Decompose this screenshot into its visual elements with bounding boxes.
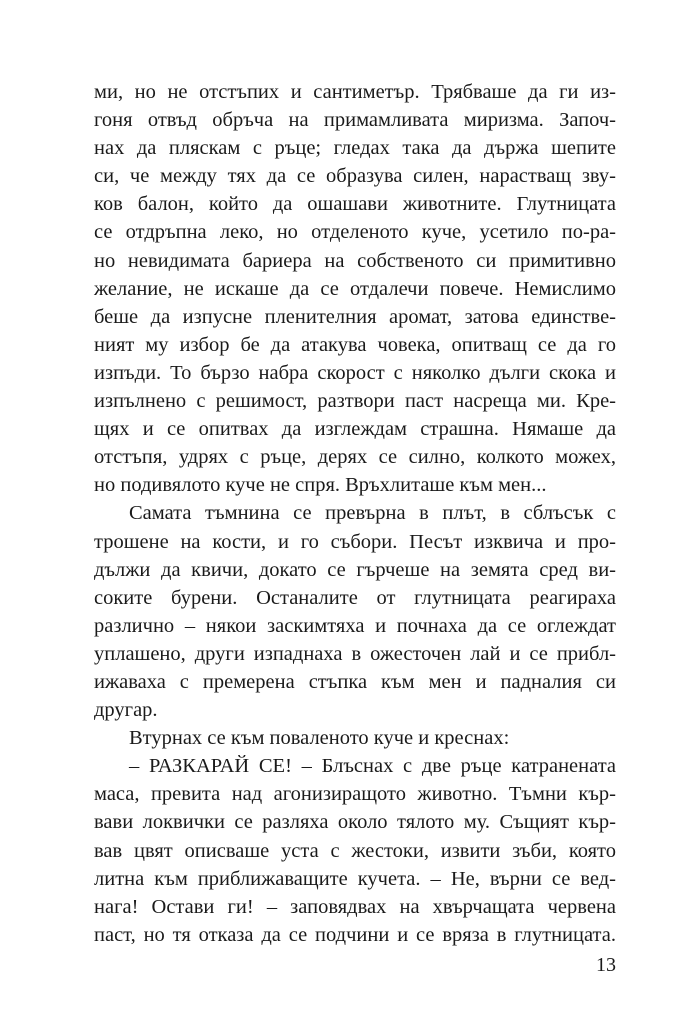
text-line: ижаваха с премерена стъпка към мен и падналия си — [94, 670, 616, 693]
text-line: беше да изпусне пленителния аромат, затова единстве- — [94, 305, 616, 328]
text-line: Втурнах се към поваленото куче и креснах: — [129, 727, 510, 750]
paragraph — [94, 752, 616, 949]
text-line: ми, но не отстъпих и сантиметър. Трябваше да ги из- — [94, 81, 616, 103]
text-line: различно – някои заскимтяха и почнаха да се оглеждат — [94, 614, 616, 637]
text-line: уплашено, други изпаднаха в ожесточен лай и се прибл- — [94, 642, 616, 665]
text-line: вави локвички се разляха около тялото му. Същият кър- — [94, 811, 616, 834]
paragraph — [94, 724, 616, 752]
text-line: щях и се опитвах да изглеждам страшна. Нямаше да — [94, 418, 616, 441]
text-line: желание, не искаше да се отдалечи повече. Немислимо — [94, 277, 616, 300]
text-line: нага! Остави ги! – заповядвах на хвърчащата червена — [94, 895, 616, 918]
text-line: литна към приближаващите кучета. – Не, върни се вед- — [94, 867, 616, 890]
page-number: 13 — [596, 954, 616, 976]
text-line: маса, превита над агонизиращото животно. Тъмни кър- — [94, 783, 616, 806]
text-line: паст, но тя отказа да се подчини и се вряза в глутницата. — [94, 923, 616, 946]
text-line: – РАЗКАРАЙ СЕ! – Блъснах с две ръце катранената — [129, 755, 616, 778]
text-line: изпъди. То бързо набра скорост с няколко дълги скока и — [94, 361, 616, 384]
text-line: но невидимата бариера на собственото си примитивно — [94, 249, 616, 272]
text-line: соките бурени. Останалите от глутницата реагираха — [94, 586, 616, 609]
paragraph — [94, 78, 616, 499]
text-line: се отдръпна леко, но отделеното куче, усетило по-ра- — [94, 221, 616, 244]
text-line: ният му избор бе да атакува човека, опитващ се да го — [94, 333, 616, 356]
text-line: но подивялото куче не спря. Връхлиташе към мен... — [94, 474, 547, 497]
text-line: си, че между тях да се образува силен, нарастващ зву- — [94, 165, 616, 188]
text-line: вав цвят описваше уста с жестоки, извити зъби, която — [94, 839, 616, 862]
text-line: изпълнено с решимост, разтвори паст насреща ми. Кре- — [94, 390, 616, 413]
text-line: дължи да квичи, докато се гърчеше на земята сред ви- — [94, 558, 616, 581]
text-line: нах да пляскам с ръце; гледах така да държа шепите — [94, 137, 616, 160]
text-line: ков балон, който да ошашави животните. Глутницата — [94, 193, 616, 216]
paragraph — [94, 499, 616, 724]
text-line: Самата тъмнина се превърна в плът, в сблъсък с — [129, 502, 616, 525]
text-line: трошене на кости, и го събори. Песът изквича и про- — [94, 530, 616, 553]
text-line: гоня отвъд обръча на примамливата миризма. Започ- — [94, 109, 616, 132]
text-line: отстъпя, удрях с ръце, дерях се силно, колкото можех, — [94, 446, 616, 469]
book-page-body — [94, 78, 616, 949]
text-line: другар. — [94, 699, 158, 722]
